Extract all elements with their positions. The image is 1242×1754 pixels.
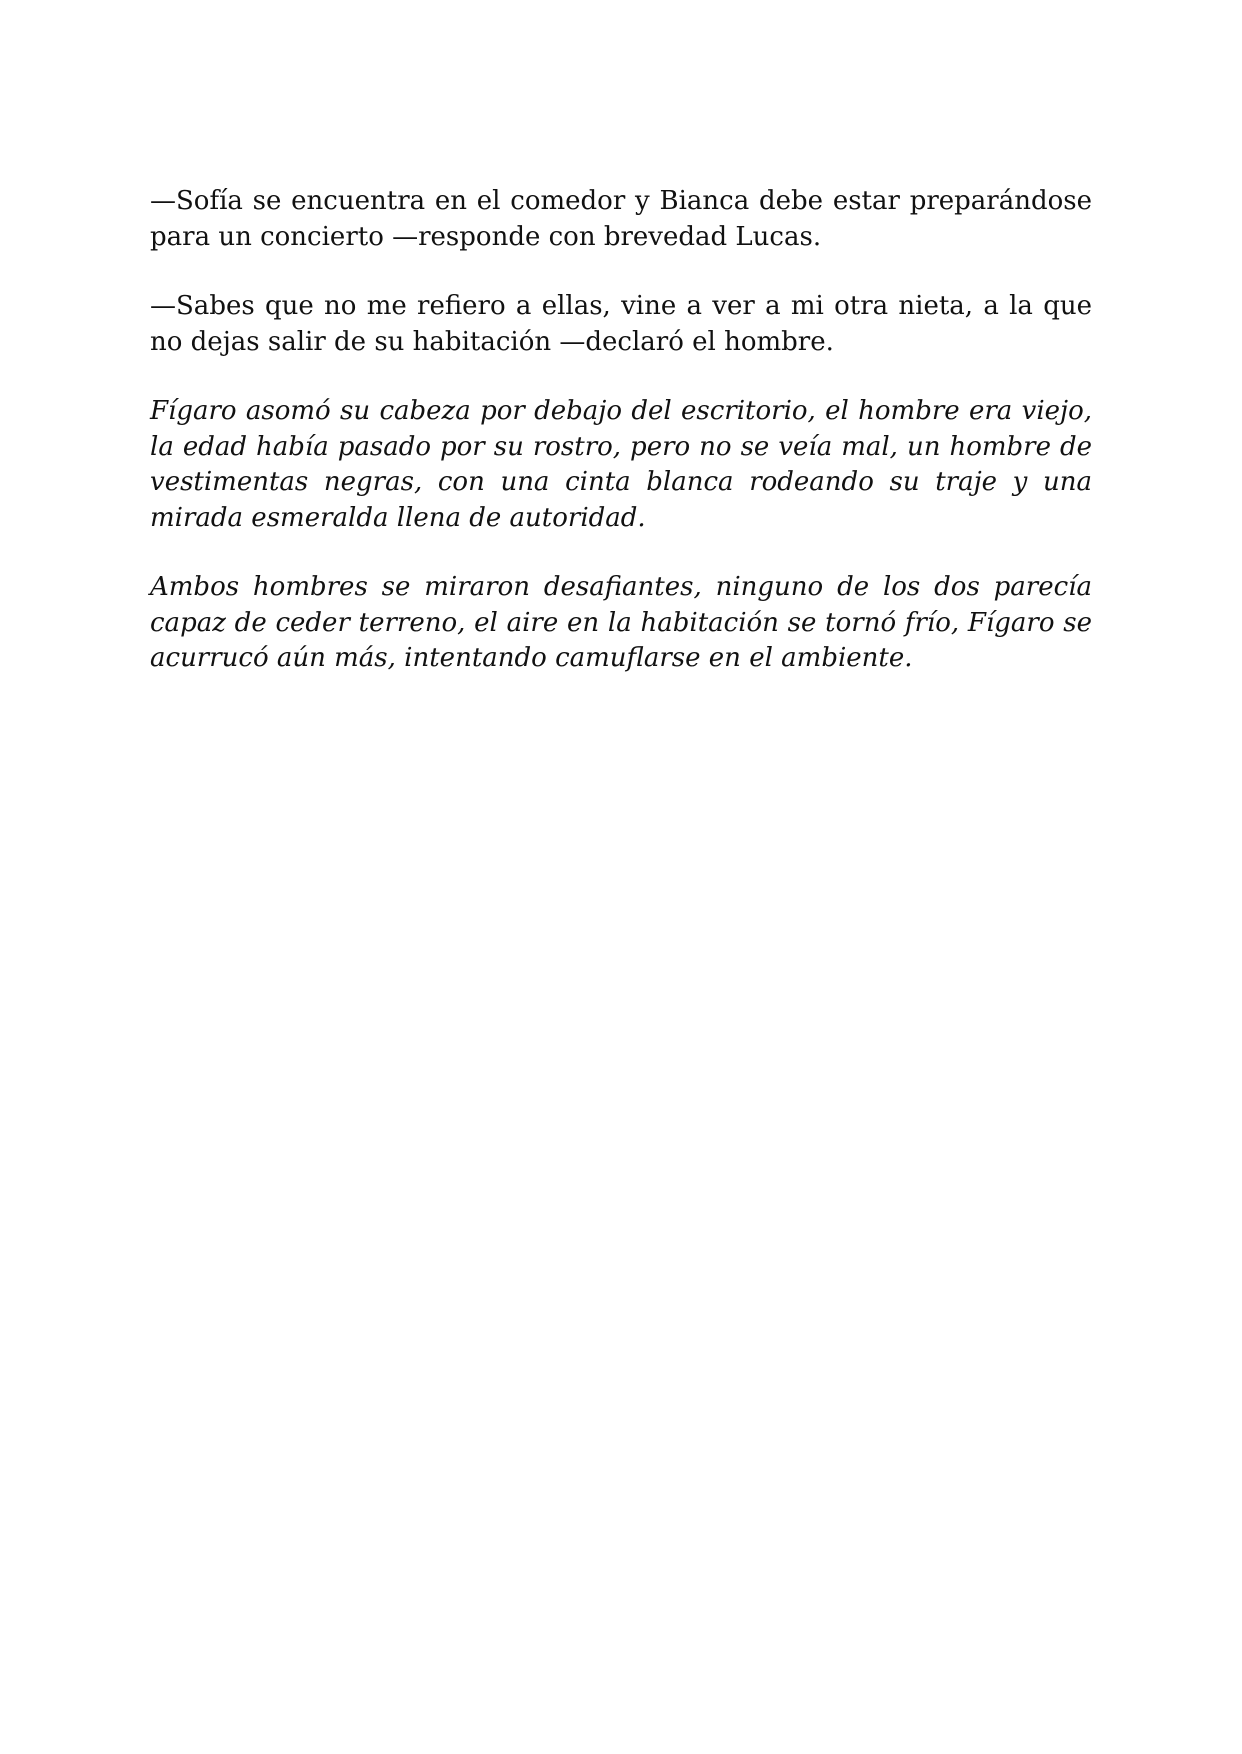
document-body — [150, 184, 1092, 711]
paragraph-dialogue-2: —Sabes que no me refiero a ellas, vine a ver a mi otra nieta, a la que no dejas salir de su habitación —declaró el hombre. — [150, 291, 1092, 357]
paragraph-narration-2: Ambos hombres se miraron desafiantes, ninguno de los dos parecía capaz de ceder terreno, el aire en la habitación se tornó frío, Fígaro se acurrucó aún más, intentando camuflarse en el ambiente. — [150, 572, 1092, 673]
paragraph-dialogue-1: —Sofía se encuentra en el comedor y Bianca debe estar preparándose para un concierto —responde con brevedad Lucas. — [150, 186, 1092, 252]
paragraph-narration-1: Fígaro asomó su cabeza por debajo del escritorio, el hombre era viejo, la edad había pasado por su rostro, pero no se veía mal, un hombre de vestimentas negras, con una cinta blanca rodeando su traje y una mirada esmeralda llena de autoridad. — [150, 396, 1092, 533]
